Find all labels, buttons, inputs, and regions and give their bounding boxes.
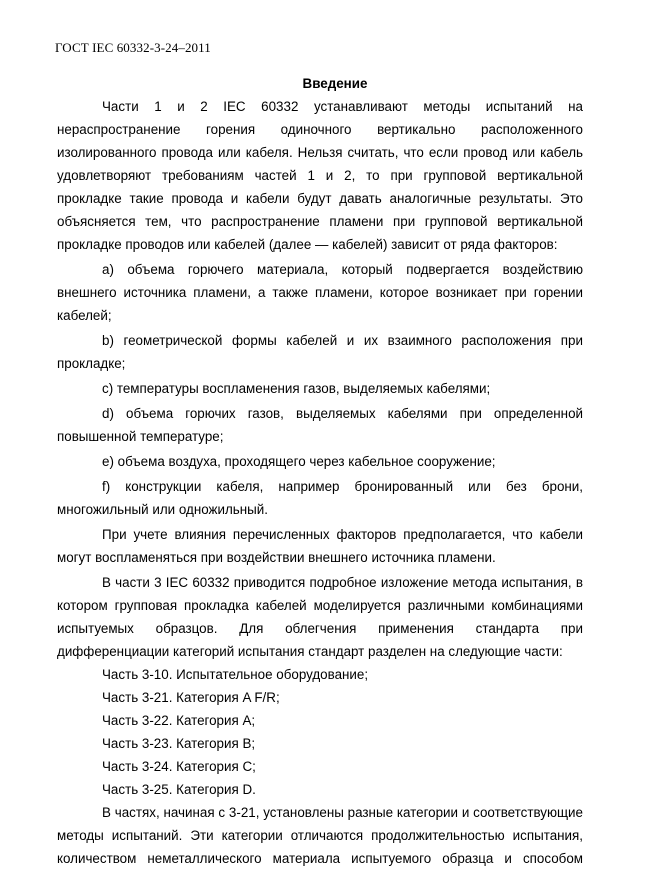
document-header: ГОСТ IEC 60332-3-24–2011: [55, 40, 211, 55]
paragraph-factor-d: d) объема горючих газов, выделяемых кабелями при определенной повышенной температуре;: [57, 406, 583, 444]
list-item-part: Часть 3-21. Категория A F/R;: [102, 690, 280, 705]
paragraph-factor-c: c) температуры воспламенения газов, выделяемых кабелями;: [102, 381, 491, 396]
list-item-part: Часть 3-24. Категория C;: [102, 759, 256, 774]
paragraph-factor-b: b) геометрической формы кабелей и их взаимного расположения при прокладке;: [57, 333, 583, 371]
paragraph-intro: Части 1 и 2 IEC 60332 устанавливают методы испытаний на нераспространение горения одиночного вертикально расположенного изолированного провода или кабеля. Нельзя считать, что если провод или кабель удовлетворяют требованиям частей 1 и 2, то при групповой вертикальной прокладке такие провода и кабели будут давать аналогичные результаты. Это объясняется тем, что распространение пламени при групповой вертикальной прокладке проводов или кабелей (далее — кабелей) зависит от ряда факторов:: [57, 99, 583, 252]
list-item-part: Часть 3-23. Категория B;: [102, 736, 256, 751]
list-item-part: Часть 3-22. Категория A;: [102, 713, 256, 728]
paragraph-consideration: При учете влияния перечисленных факторов предполагается, что кабели могут воспламеняться при воздействии внешнего источника пламени.: [57, 527, 583, 565]
paragraph-categories: В частях, начиная с 3-21, установлены разные категории и соответствующие методы испытаний. Эти категории отличаются продолжительностью испытания, количеством неметаллического материала испытуемого образца и способом: [57, 805, 583, 866]
paragraph-factor-a: a) объема горючего материала, который подвергается воздействию внешнего источника пламени, а также пламени, которое возникает при горении кабелей;: [57, 262, 583, 323]
list-item-part: Часть 3-25. Категория D.: [102, 782, 256, 797]
list-item-part: Часть 3-10. Испытательное оборудование;: [102, 667, 369, 682]
section-title: Введение: [302, 76, 368, 91]
document-body: [57, 72, 583, 870]
paragraph-part3: В части 3 IEC 60332 приводится подробное изложение метода испытания, в котором групповая прокладка кабелей моделируется различными комбинациями испытуемых образцов. Для облегчения применения стандарта при дифференциации категорий испытания стандарт разделен на следующие части:: [57, 575, 583, 659]
paragraph-factor-e: e) объема воздуха, проходящего через кабельное сооружение;: [102, 454, 496, 469]
paragraph-factor-f: f) конструкции кабеля, например бронированный или без брони, многожильный или одножильный.: [57, 479, 583, 517]
